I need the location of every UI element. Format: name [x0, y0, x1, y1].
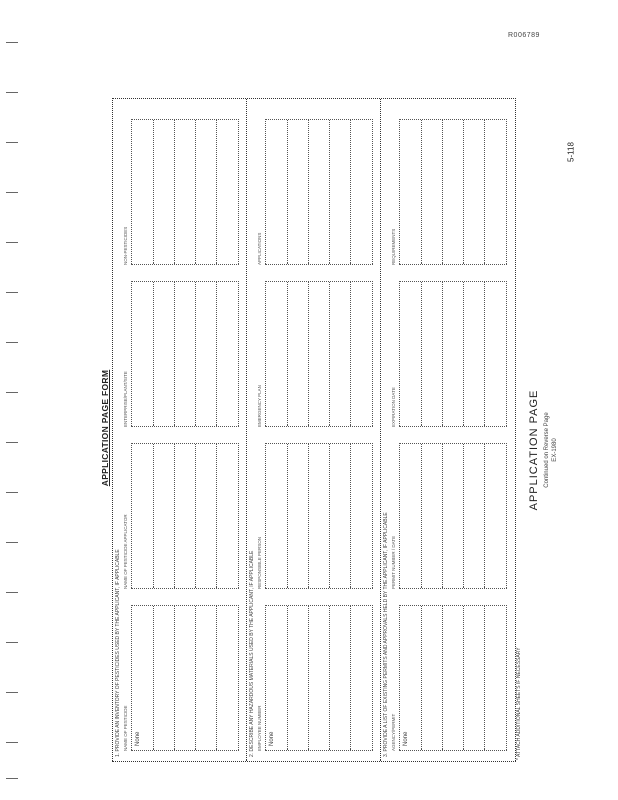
document-id: R006789: [508, 32, 540, 39]
footer-title: APPLICATION PAGE: [528, 389, 540, 511]
form-column: [391, 113, 511, 271]
column-label: EMERGENCY PLAN: [257, 385, 262, 427]
column-label: NON-PESTICIDES: [123, 226, 128, 265]
column-label: REQUIREMENTS: [391, 228, 396, 265]
footer-subtitle: Continued on Reverse Page: [544, 412, 550, 488]
column-label: PERMIT NUMBER / DATE: [391, 535, 396, 589]
column-label: AGENCY/PERMIT: [391, 713, 396, 751]
column-label: RESPONSIBLE PERSON: [257, 536, 262, 589]
footer-subtitle-2: EX-1980: [552, 438, 558, 462]
column-label: EMPLOYEE NUMBER: [257, 705, 262, 751]
form-column: [391, 437, 511, 595]
section-question: 2. DESCRIBE ANY HAZARDOUS MATERIALS USED BY THE APPLICANT, IF APPLICABLE: [249, 550, 255, 757]
binding-marks: [6, 40, 20, 780]
grid-note: None: [269, 731, 275, 746]
form-rotated-wrapper: [98, 88, 528, 768]
form-section-2: [247, 99, 381, 761]
form-column: [391, 599, 511, 757]
entry-grid[interactable]: [399, 605, 507, 751]
entry-grid[interactable]: [265, 605, 373, 751]
column-label: EXPIRATION DATE: [391, 387, 396, 427]
form-column: [257, 113, 377, 271]
form-column: [123, 599, 243, 757]
footnote: * ATTACH ADDITIONAL SHEETS IF NECESSARY: [516, 647, 522, 760]
column-label: APPLICATIONS: [257, 232, 262, 265]
grid-note: None: [135, 731, 141, 746]
entry-grid[interactable]: [399, 443, 507, 589]
form-title: APPLICATION PAGE FORM: [100, 369, 110, 487]
form-column: [257, 437, 377, 595]
form-page: [98, 88, 528, 768]
entry-grid[interactable]: [265, 443, 373, 589]
footer-block: [520, 350, 590, 550]
section-question: 1. PROVIDE AN INVENTORY OF PESTICIDES USED BY THE APPLICANT, IF APPLICABLE: [115, 549, 121, 757]
entry-grid[interactable]: [131, 119, 239, 265]
form-column: [257, 599, 377, 757]
footer-rotated-wrapper: [520, 350, 590, 550]
entry-grid[interactable]: [131, 281, 239, 427]
form-box: [112, 98, 516, 762]
form-column: [391, 275, 511, 433]
entry-grid[interactable]: [265, 119, 373, 265]
form-column: [123, 113, 243, 271]
column-label: NAME OF PESTICIDE APPLICATOR: [123, 514, 128, 589]
entry-grid[interactable]: [131, 605, 239, 751]
grid-note: None: [403, 731, 409, 746]
form-column: [257, 275, 377, 433]
column-label: NAME OF PESTICIDE: [123, 705, 128, 751]
entry-grid[interactable]: [399, 281, 507, 427]
form-section-3: [381, 99, 515, 761]
form-section-1: [113, 99, 247, 761]
column-label: ENTERPRISE/PLANT/SITE: [123, 371, 128, 427]
entry-grid[interactable]: [131, 443, 239, 589]
page-number: 5-118: [566, 142, 576, 162]
entry-grid[interactable]: [265, 281, 373, 427]
form-column: [123, 437, 243, 595]
section-question: 3. PROVIDE A LIST OF EXISTING PERMITS AND APPROVALS HELD BY THE APPLICANT, IF APPLICABLE: [383, 512, 389, 757]
form-column: [123, 275, 243, 433]
entry-grid[interactable]: [399, 119, 507, 265]
